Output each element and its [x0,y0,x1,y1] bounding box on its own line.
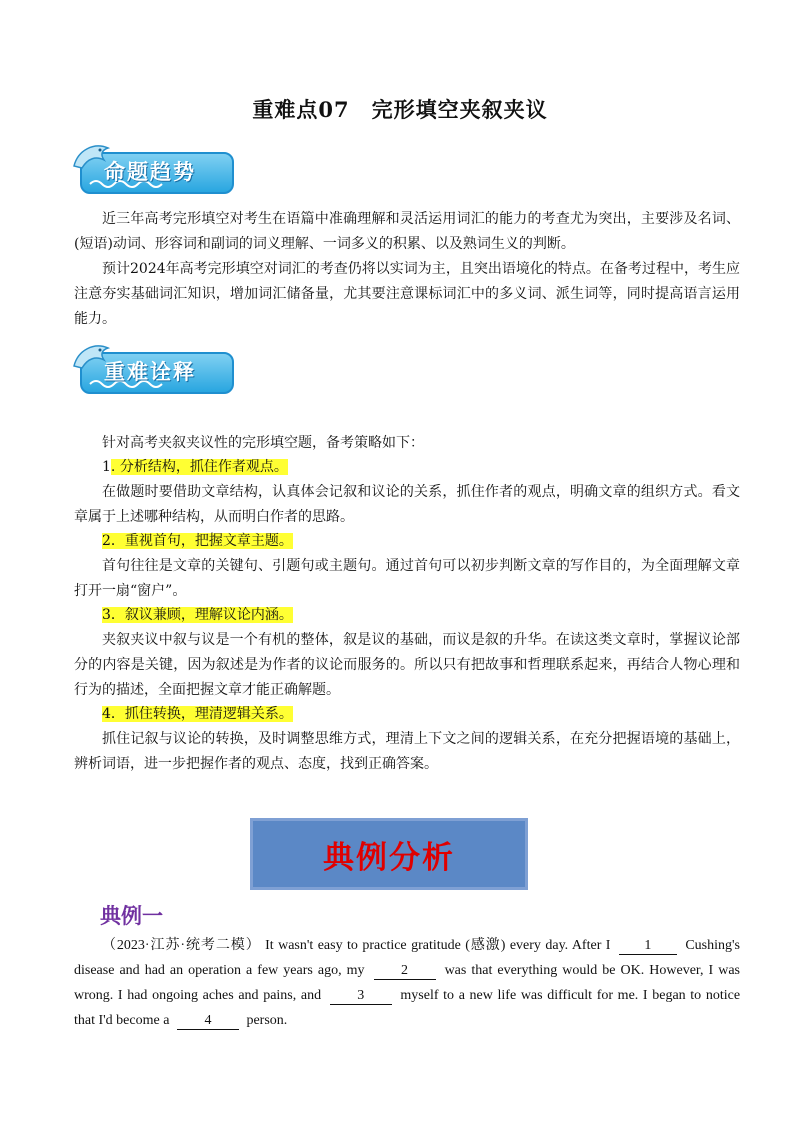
blank-3[interactable]: 3 [330,988,392,1005]
trend-paragraph-2: 预计2024年高考完形填空对词汇的考查仍将以实词为主，且突出语境化的特点。在备考过程中，考生应注意夯实基础词汇知识，增加词汇储备量，尤其要注意课标词汇中的多义词、派生词等，同时提高语言运用能力。 [74,261,740,327]
trend-banner-label: 命题趋势 [104,160,196,184]
strategy-body-4: 抓住记叙与议论的转换，及时调整思维方式，理清上下文之间的逻辑关系，在充分把握语境的基础上，辨析词语，进一步把握作者的观点、态度，找到正确答案。 [74,731,740,772]
example-text-3: was that everything would be OK. However, I was wrong. I had ongoing aches and pains, and [74,963,741,1003]
strategy-body-1: 在做题时要借助文章结构，认真体会记叙和议论的关系，抓住作者的观点，明确文章的组织方式。看文章属于上述哪种结构，从而明白作者的思路。 [74,484,740,525]
blank-1[interactable]: 1 [619,938,677,955]
strategy-body-2: 首句往往是文章的关键句、引题句或主题句。通过首句可以初步判断文章的写作目的，为全面理解文章打开一扇“窗户”。 [74,558,740,599]
example-source: （2023·江苏·统考二模） [102,938,261,953]
example-text-5: person. [246,1013,288,1028]
explain-banner-label: 重难诠释 [104,360,196,384]
trend-paragraph-1: 近三年高考完形填空对考生在语篇中准确理解和灵活运用词汇的能力的考查尤为突出，主要涉及名词、(短语)动词、形容词和副词的词义理解、一词多义的积累、以及熟词生义的判断。 [74,211,740,252]
strategy-body-3: 夹叙夹议中叙与议是一个有机的整体，叙是议的基础，而议是叙的升华。在读这类文章时，掌握议论部分的内容是关键，因为叙述是为作者的议论而服务的。所以只有把故事和哲理联系起来，再结合人物心理和行为的描述，全面把握文章才能正确解题。 [74,632,740,698]
strategy-heading-1-text: . 分析结构，抓住作者观点。 [110,459,288,475]
trend-banner [70,140,236,196]
example-title: 典例一 [100,904,163,928]
example-text-1: It wasn't easy to practice gratitude (感激) every day. After I [265,938,611,953]
strategy-heading-3 [102,603,768,628]
strategy-heading-2-text: 2．重视首句，把握文章主题。 [102,533,293,549]
example-banner [250,818,528,890]
example-text-2: Cushing's disease and had an operation a few years ago, my [74,938,740,978]
strategy-heading-3-text: 3．叙议兼顾，理解议论内涵。 [102,607,293,623]
strategy-heading-4 [102,702,768,727]
strategy-heading-1-num: 1 [102,459,111,475]
example-text-4: myself to a new life was difficult for me. I began to notice that I'd become a [74,988,741,1028]
page-title: 重难点07 完形填空夹叙夹议 [252,97,548,122]
blank-2[interactable]: 2 [374,963,436,980]
strategy-heading-4-text: 4．抓住转换，理清逻辑关系。 [102,706,293,722]
explain-intro: 针对高考夹叙夹议性的完形填空题，备考策略如下： [102,435,424,451]
strategy-heading-1 [102,455,768,480]
example-passage [74,933,740,1033]
strategy-heading-2 [102,529,768,554]
blank-4[interactable]: 4 [177,1013,239,1030]
explain-banner [70,340,236,396]
example-banner-label: 典例分析 [323,839,455,876]
